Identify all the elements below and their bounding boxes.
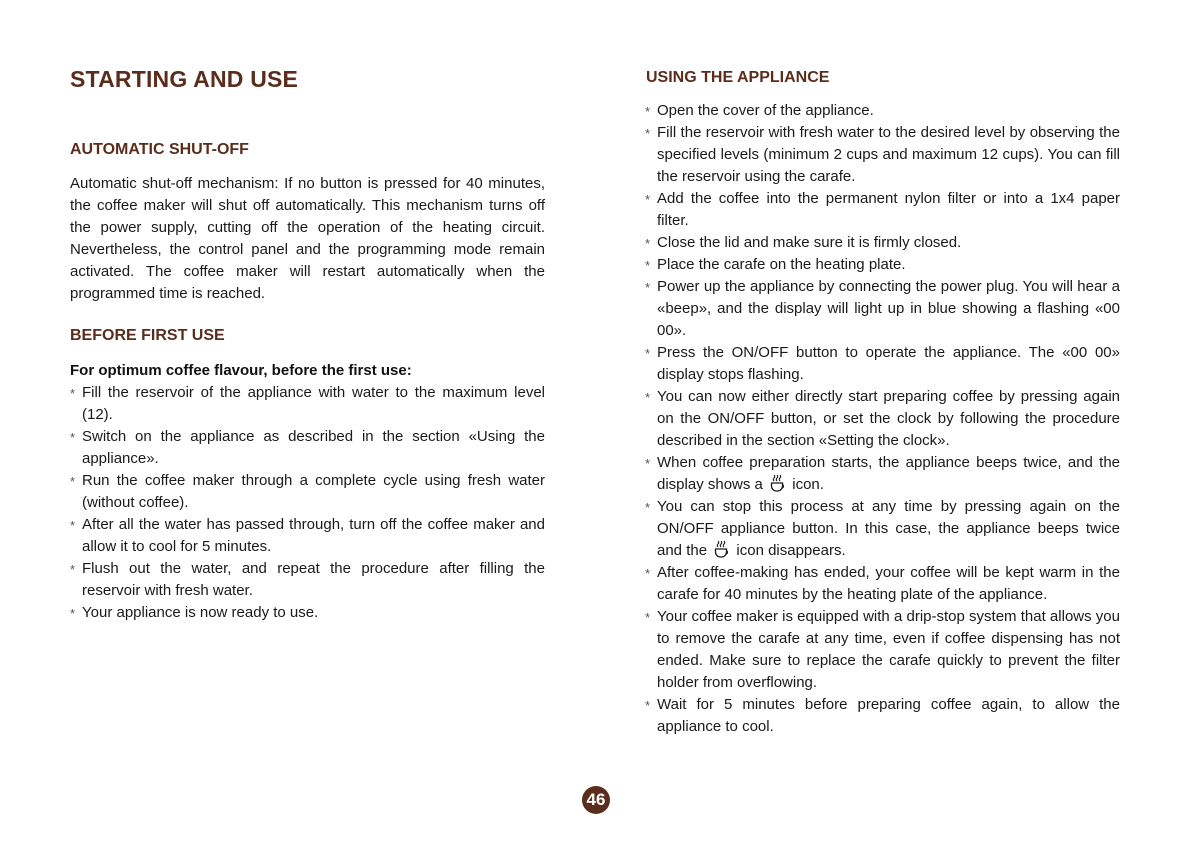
list-item-text: You can stop this process at any time by pressing again on the ON/OFF appliance button. In this case, the appliance beeps twice and the [657,498,1120,559]
list-item-text: icon. [792,476,824,493]
list-item: * Switch on the appliance as described in the section «Using the appliance». [71,426,545,470]
coffee-cup-icon [713,540,730,558]
before-first-use-list [71,382,545,624]
list-item-text: When coffee preparation starts, the appliance beeps twice, and the display shows a [657,454,1120,493]
before-first-use-intro: For optimum coffee flavour, before the first use: [70,362,412,379]
list-item: * Your appliance is now ready to use. [71,602,545,624]
list-item: * Run the coffee maker through a complete cycle using fresh water (without coffee). [71,470,545,514]
coffee-cup-icon [769,474,786,492]
list-item: * Place the carafe on the heating plate. [646,254,1120,276]
list-item: * Flush out the water, and repeat the procedure after filling the reservoir with fresh water. [71,558,545,602]
before-first-use-heading: BEFORE FIRST USE [70,327,225,344]
list-item [646,452,1120,496]
using-appliance-heading: USING THE APPLIANCE [646,69,830,86]
list-item: * Fill the reservoir with fresh water to the desired level by observing the specified levels (minimum 2 cups and maximum 12 cups). You can fill the reservoir using the carafe. [646,122,1120,188]
list-item-text: icon disappears. [736,542,846,559]
list-item: * Power up the appliance by connecting the power plug. You will hear a «beep», and the display will light up in blue showing a flashing «00 00». [646,276,1120,342]
automatic-shutoff-heading: AUTOMATIC SHUT-OFF [70,141,249,158]
list-item: * After coffee-making has ended, your coffee will be kept warm in the carafe for 40 minutes by the heating plate of the appliance. [646,562,1120,606]
list-item: * You can now either directly start preparing coffee by pressing again on the ON/OFF button, or set the clock by following the procedure described in the section «Setting the clock». [646,386,1120,452]
list-item: * Wait for 5 minutes before preparing coffee again, to allow the appliance to cool. [646,694,1120,738]
list-item: * Open the cover of the appliance. [646,100,1120,122]
list-item: * Your coffee maker is equipped with a drip-stop system that allows you to remove the carafe at any time, even if coffee dispensing has not ended. Make sure to replace the carafe quickly to prevent the filter holder from overflowing. [646,606,1120,694]
automatic-shutoff-text: Automatic shut-off mechanism: If no button is pressed for 40 minutes, the coffee maker will shut off automatically. This mechanism turns off the power supply, cutting off the operation of the heating circuit. Nevertheless, the control panel and the programming mode remain activated. The coffee maker will restart automatically when the programmed time is reached. [70,175,545,302]
using-appliance-list [646,100,1120,738]
list-item: * After all the water has passed through, turn off the coffee maker and allow it to cool for 5 minutes. [71,514,545,558]
page-title: STARTING AND USE [70,66,299,92]
list-item: * Fill the reservoir of the appliance with water to the maximum level (12). [71,382,545,426]
list-item [646,496,1120,562]
list-item: * Close the lid and make sure it is firmly closed. [646,232,1120,254]
page-number: 46 [582,786,610,814]
list-item: * Add the coffee into the permanent nylon filter or into a 1x4 paper filter. [646,188,1120,232]
list-item: * Press the ON/OFF button to operate the appliance. The «00 00» display stops flashing. [646,342,1120,386]
